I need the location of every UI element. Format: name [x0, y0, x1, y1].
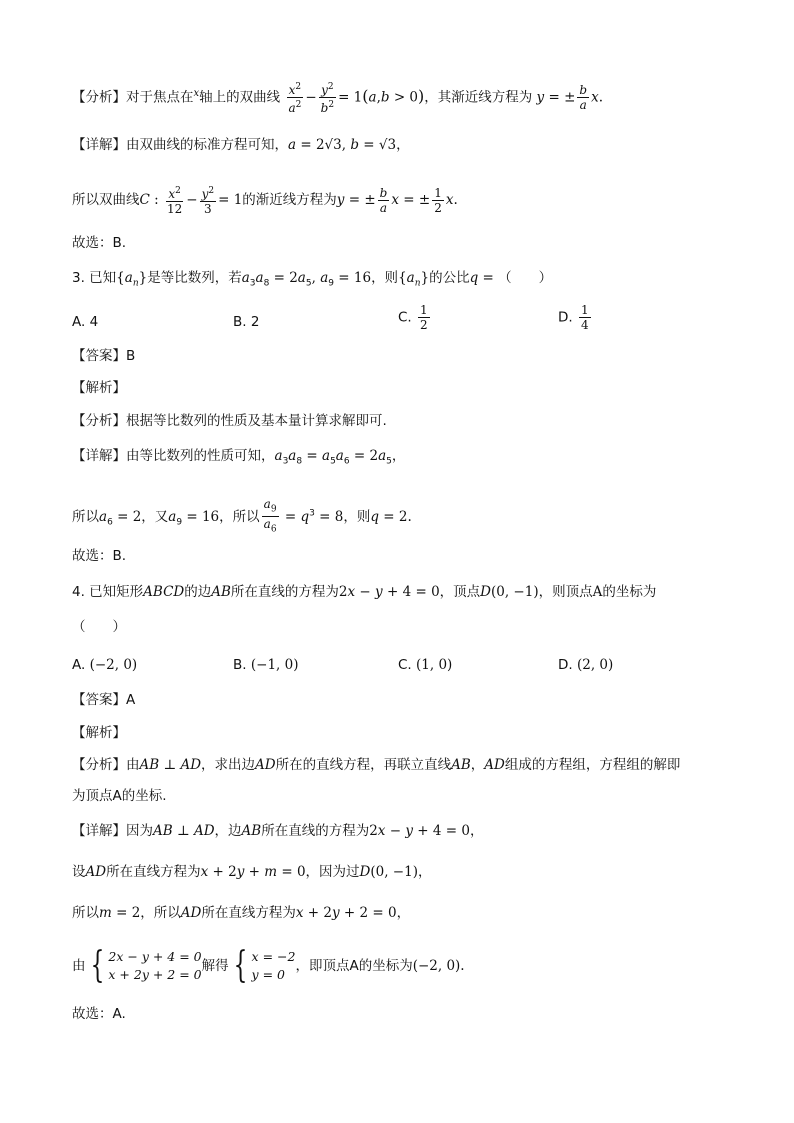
q4-option-c[interactable]	[398, 655, 452, 675]
analysis-text-3: ，其渐近线方程为	[424, 89, 533, 106]
text: 由	[126, 757, 140, 773]
q3-solution-tag: 【解析】	[72, 380, 126, 396]
option-letter: D.	[558, 657, 573, 673]
q3-answer-tag: 【答案】B	[72, 348, 136, 364]
math-fraction: $\frac{x^2}{a^2}$	[288, 82, 302, 115]
solution-system: { x = −2 y = 0	[233, 945, 296, 986]
q4-answer-tag: 【答案】A	[72, 692, 136, 708]
q4-detail-2: 设AD所在直线方程为x + 2y + m = 0，因为过D(0, −1)，	[72, 864, 432, 880]
math-fraction	[418, 303, 430, 332]
option-letter: C.	[398, 657, 412, 673]
text: ，求出边	[201, 757, 256, 773]
text: 所在直线方程为	[106, 864, 201, 880]
analysis-tag: 【分析】	[72, 757, 126, 773]
q3-detail-1: 【详解】由等比数列的性质可知，$a_3a_8 = a_5a_6 = 2a_5$，	[72, 448, 406, 467]
text: 所以	[72, 905, 99, 921]
text: （ ）	[498, 270, 553, 286]
text: 因为	[126, 823, 153, 839]
asymptote-line: 所以双曲线C : $\frac{x^2}{12}$ − $\frac{y^2}{3}$ = 1的渐近线方程为y = ± $\frac{b}{a}$ x = ± $\frac{1}{2}$ x.	[72, 185, 458, 216]
q4-detail-4: 由 { 2x − y + 4 = 0 x + 2y + 2 = 0 解得 { x = −2 y = 0 ，即顶点A的坐标为(−2, 0).	[72, 945, 465, 986]
numerator: 1	[580, 303, 589, 317]
text: 的公比	[429, 270, 470, 286]
q3-option-b[interactable]	[233, 312, 259, 332]
analysis-tag: 【分析】	[72, 89, 126, 106]
denominator: 4	[580, 318, 589, 332]
math-x: x	[193, 88, 200, 99]
math-fraction: $\frac{y^2}{b^2}$	[320, 82, 335, 115]
q3-option-c[interactable]	[398, 303, 432, 332]
math-fraction: $\frac{y^2}{3}$	[201, 186, 215, 216]
option-letter: A.	[72, 657, 86, 673]
detail-text: 由等比数列的性质可知，	[126, 448, 275, 464]
q4-final: 故选：A.	[72, 1006, 126, 1022]
detail-tag: 【详解】	[72, 137, 126, 153]
answer-line: 故选：B.	[72, 235, 127, 251]
analysis-tag: 【分析】	[72, 413, 126, 429]
analysis-text: 对于焦点在	[126, 89, 194, 106]
option-value: (1, 0)	[416, 657, 453, 673]
text: 解得	[201, 958, 229, 974]
text: 的边	[184, 584, 212, 600]
analysis-hyperbola-line: 【分析】对于焦点在$^x$轴上的双曲线 $\frac{x^2}{a^2}$ − $\frac{y^2}{b^2}$ = 1(a,b > 0)，其渐近线方程为 y = ± $\frac{b}{a}$ x.	[72, 82, 604, 115]
option-letter: D.	[558, 309, 573, 326]
text: 是等比数列，若	[147, 270, 242, 286]
text: ，	[470, 757, 485, 773]
math-fraction: $\frac{a_9}{a_6}$	[263, 497, 277, 535]
text: ，所以	[219, 508, 260, 525]
text: ，顶点	[439, 584, 481, 600]
text: 4. 已知矩形	[72, 584, 144, 600]
denominator: 2	[420, 318, 428, 332]
q4-analysis-1: 【分析】由AB ⊥ AD，求出边AD所在的直线方程，再联立直线AB，AD组成的方程组，方程组的解即	[72, 757, 681, 773]
q4-option-a[interactable]	[72, 655, 137, 675]
question-4-stem: 4. 已知矩形ABCD的边AB所在直线的方程为2x − y + 4 = 0，顶点D(0, −1)，则顶点A的坐标为	[72, 584, 657, 600]
equation-system: { 2x − y + 4 = 0 x + 2y + 2 = 0	[90, 945, 202, 986]
q4-option-d[interactable]	[558, 655, 613, 675]
option-letter: B.	[233, 314, 247, 330]
detail-line: 【详解】由双曲线的标准方程可知，a = 2√3, b = √3，	[72, 137, 410, 153]
option-value: (2, 0)	[576, 657, 614, 673]
math-fraction: $\frac{1}{2}$	[434, 185, 442, 215]
option-value: (−2, 0)	[89, 657, 138, 673]
q3-option-a[interactable]	[72, 312, 98, 332]
text: ，即顶点A的坐标为	[295, 958, 413, 974]
question-4-paren: （ ）	[72, 619, 126, 635]
q3-analysis	[72, 411, 387, 431]
option-letter: A.	[72, 314, 86, 330]
text: 所在直线的方程为	[230, 584, 339, 600]
numerator: 1	[420, 303, 428, 317]
option-letter: C.	[398, 309, 412, 326]
text: 的坐标为	[602, 584, 657, 600]
math-fraction: $\frac{b}{a}$	[379, 185, 388, 215]
q4-detail-3: 所以m = 2，所以AD所在直线方程为x + 2y + 2 = 0，	[72, 905, 411, 921]
text: 所在直线的方程为	[261, 823, 370, 839]
q3-option-d[interactable]	[558, 303, 593, 332]
q4-solution-tag: 【解析】	[72, 725, 126, 741]
option-value: (−1, 0)	[250, 657, 299, 673]
detail-tag: 【详解】	[72, 448, 126, 464]
q3-final: 故选：B.	[72, 548, 127, 564]
q4-analysis-2: 为顶点A的坐标.	[72, 788, 167, 804]
text: 所以双曲线	[72, 192, 140, 208]
text: ，则顶点	[538, 584, 593, 600]
math-fraction: $\frac{b}{a}$	[579, 83, 588, 112]
text: 组成的方程组，方程组的解即	[504, 757, 681, 773]
text: ，则	[343, 508, 371, 525]
detail-text: 由双曲线的标准方程可知，	[126, 137, 288, 153]
text: 所以	[72, 508, 99, 525]
analysis-text: 根据等比数列的性质及基本量计算求解即可.	[126, 413, 387, 429]
text: ，则	[371, 270, 399, 286]
text: ，因为过	[305, 864, 360, 880]
text: ，边	[214, 823, 242, 839]
math-fraction: $\frac{x^2}{12}$	[166, 186, 183, 216]
text: 的渐近线方程为	[242, 192, 337, 208]
option-value: 4	[89, 314, 99, 330]
text: 所在直线方程为	[201, 905, 296, 921]
option-value: 2	[250, 314, 260, 330]
option-letter: B.	[233, 657, 247, 673]
question-3-stem: 3. 已知$\{a_n\}$是等比数列，若$a_3a_8 = 2a_5$, $a_9 = 16$，则$\{a_n\}$的公比q = （ ）	[72, 270, 553, 289]
q4-detail-1: 【详解】因为AB ⊥ AD，边AB所在直线的方程为2x − y + 4 = 0，	[72, 823, 484, 839]
q3-detail-2: 所以$a_6 = 2$，又$a_9 = 16$，所以 $\frac{a_9}{a_6}$ = $q^3 = 8$，则q = 2.	[72, 497, 412, 535]
text: 设	[72, 864, 86, 880]
math-fraction	[579, 303, 591, 332]
text: 所在的直线方程，再联立直线	[275, 757, 452, 773]
text: 3. 已知	[72, 270, 117, 286]
analysis-text-2: 轴上的双曲线	[199, 89, 281, 106]
text: 由	[72, 958, 86, 974]
text: ，所以	[140, 905, 181, 921]
detail-tag: 【详解】	[72, 823, 126, 839]
q4-option-b[interactable]	[233, 655, 298, 675]
text: ，又	[141, 508, 169, 525]
